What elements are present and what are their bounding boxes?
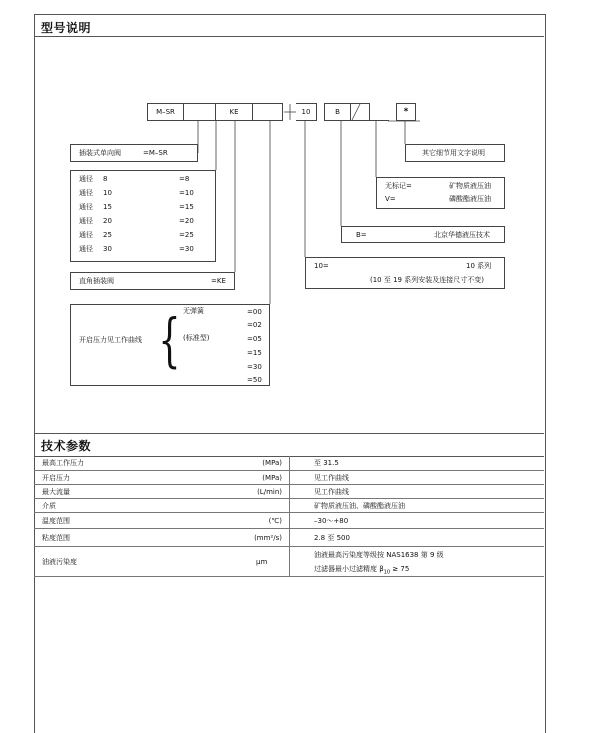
- code-cell-4: [252, 103, 283, 121]
- series-box: [305, 257, 505, 289]
- code-cell-6: B: [324, 103, 351, 121]
- diameter-value: =8: [179, 175, 190, 183]
- valve-type-box: [70, 144, 198, 162]
- param-value: 2.8 至 500: [314, 534, 350, 542]
- fluid-value-1: 磷酸酯液压油: [449, 195, 491, 203]
- contamination-line2-sub: 10: [383, 569, 391, 576]
- table-column-divider: [289, 456, 290, 577]
- param-unit: (L/min): [257, 488, 282, 496]
- standard-label: (标准型): [183, 334, 210, 342]
- diameter-value: =25: [179, 231, 194, 239]
- param-unit: (℃): [268, 517, 282, 525]
- diameter-size: 30: [103, 245, 112, 253]
- opening-label: 开启压力见工作曲线: [79, 336, 142, 344]
- diameter-size: 15: [103, 203, 112, 211]
- angle-valve-value: =KE: [211, 277, 226, 285]
- opening-value-2: =05: [247, 335, 262, 343]
- angle-valve-label: 直角插装阀: [79, 277, 114, 285]
- diameter-value: =15: [179, 203, 194, 211]
- diameter-label: 通径: [79, 231, 93, 239]
- fluid-label-0: 无标记=: [385, 182, 412, 190]
- param-unit: (MPa): [262, 474, 282, 482]
- param-name: 粘度范围: [42, 534, 70, 542]
- code-cell-8: *: [396, 103, 416, 121]
- section-title-model: 型号说明: [41, 21, 92, 35]
- series-value: 10 系列: [466, 262, 492, 270]
- contamination-line2: [314, 562, 409, 579]
- param-name: 温度范围: [42, 517, 70, 525]
- code-cell-7: [350, 103, 370, 121]
- other-details-label: 其它细节用文字说明: [422, 149, 485, 157]
- param-name: 最大流量: [42, 488, 70, 496]
- param-unit: (MPa): [262, 459, 282, 467]
- code-cell-gap: [369, 103, 389, 121]
- contamination-unit: μm: [256, 558, 268, 566]
- param-unit: (mm²/s): [254, 534, 282, 542]
- valve-type-value: =M–SR: [143, 149, 168, 157]
- param-value: 至 31.5: [314, 459, 339, 467]
- code-cell-2: [183, 103, 216, 121]
- valve-type-label: 插装式单向阀: [79, 149, 121, 157]
- code-cell-3: KE: [215, 103, 253, 121]
- diameter-size: 10: [103, 189, 112, 197]
- diameter-size: 20: [103, 217, 112, 225]
- section-divider-2: [34, 433, 544, 434]
- param-value: 见工作曲线: [314, 488, 349, 496]
- param-name: 开启压力: [42, 474, 70, 482]
- diameter-value: =10: [179, 189, 194, 197]
- no-spring-label: 无弹簧: [183, 307, 204, 315]
- opening-value-4: =30: [247, 363, 262, 371]
- param-value: 见工作曲线: [314, 474, 349, 482]
- opening-pressure-box: [70, 304, 270, 386]
- opening-value-0: =00: [247, 308, 262, 316]
- diameter-box: [70, 170, 216, 262]
- param-value: 矿物质液压油、磷酸酯液压油: [314, 502, 405, 510]
- beijing-label: B=: [356, 231, 367, 239]
- fluid-label-1: V=: [385, 195, 396, 203]
- diameter-value: =20: [179, 217, 194, 225]
- code-cell-5: 10: [296, 103, 317, 121]
- fluid-value-0: 矿物质液压油: [449, 182, 491, 190]
- opening-value-1: =02: [247, 321, 262, 329]
- beijing-value: 北京华德液压技术: [434, 231, 490, 239]
- series-note: (10 至 19 系列安装及连接尺寸不变): [370, 276, 484, 284]
- contamination-line2-prefix: 过滤器最小过滤精度 β: [314, 565, 384, 573]
- fluid-box: [376, 177, 505, 209]
- series-label: 10=: [314, 262, 329, 270]
- param-name: 最高工作压力: [42, 459, 84, 467]
- opening-value-3: =15: [247, 349, 262, 357]
- diameter-label: 通径: [79, 189, 93, 197]
- diameter-label: 通径: [79, 203, 93, 211]
- param-value: –30～+80: [314, 517, 349, 525]
- diameter-label: 通径: [79, 175, 93, 183]
- contamination-line1: 油液最高污染度等级按 NAS1638 第 9 级: [314, 551, 444, 559]
- diameter-size: 25: [103, 231, 112, 239]
- diameter-size: 8: [103, 175, 108, 183]
- contamination-name: 油液污染度: [42, 558, 77, 566]
- diameter-label: 通径: [79, 245, 93, 253]
- angle-valve-box: [70, 272, 235, 290]
- diameter-value: =30: [179, 245, 194, 253]
- brace-icon: {: [158, 306, 181, 374]
- diameter-label: 通径: [79, 217, 93, 225]
- contamination-line2-suffix: ≥ 75: [392, 565, 410, 573]
- beijing-box: [341, 226, 505, 243]
- param-name: 介质: [42, 502, 56, 510]
- opening-value-5: =50: [247, 376, 262, 384]
- other-details-box: [405, 144, 505, 162]
- section-title-tech: 技术参数: [41, 439, 92, 453]
- code-cell-1: M–SR: [147, 103, 184, 121]
